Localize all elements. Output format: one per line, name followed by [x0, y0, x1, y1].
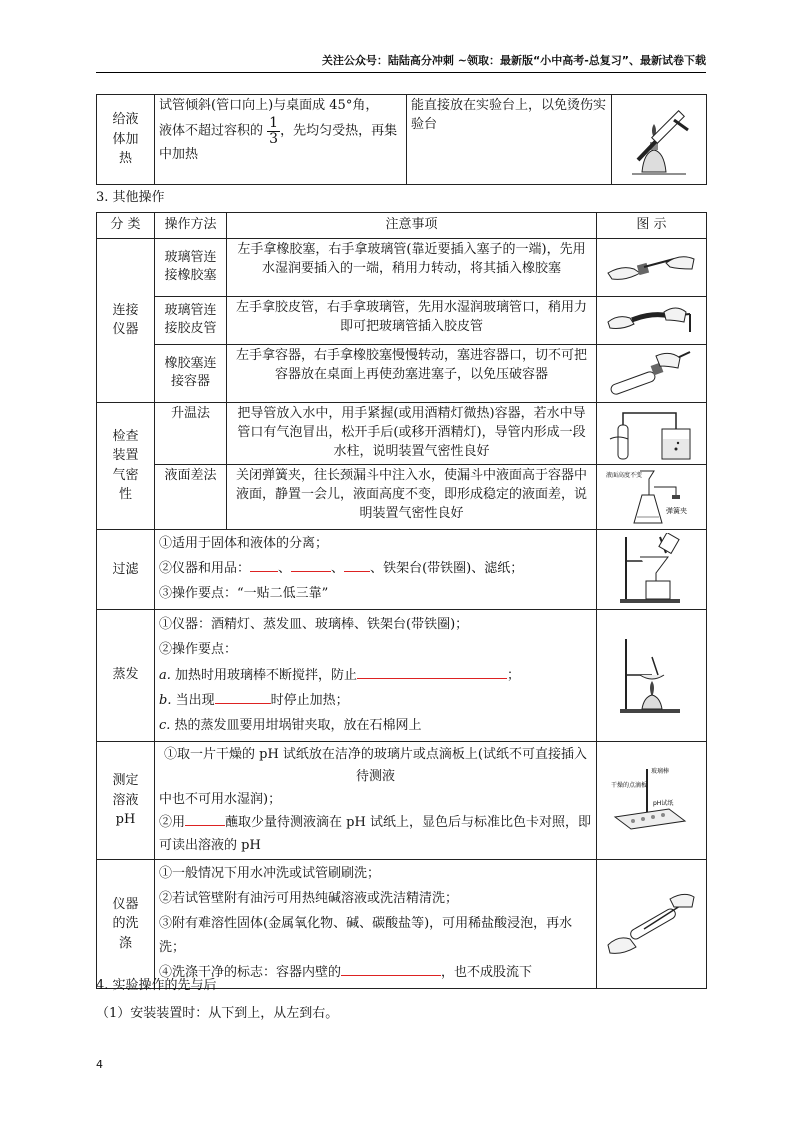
answer-blank-6[interactable] [185, 813, 225, 826]
filter-figure [597, 529, 707, 609]
glass-rod-label: 玻璃棒 [650, 768, 669, 776]
evaporation-apparatus-icon [612, 635, 692, 715]
table-row [97, 464, 707, 529]
answer-blank-3[interactable] [344, 559, 370, 572]
header-category: 分 类 [97, 213, 155, 239]
table-row [97, 296, 707, 344]
item-c-label: c. [159, 718, 171, 734]
wash-line4-post: ，也不成股流下 [441, 965, 533, 981]
operations-table [96, 212, 707, 989]
answer-blank-2[interactable] [291, 559, 331, 572]
airtight-note-1: 把导管放入水中，用手紧握(或用酒精灯微热)容器，若水中导管口有气泡冒出，松开手后(或移开酒精灯)，导管内形成一段水柱，说明装置气密性良好 [227, 402, 597, 464]
punctuation: ； [507, 667, 521, 683]
header-notes: 注意事项 [227, 213, 597, 239]
header-figure: 图 示 [597, 213, 707, 239]
section-3-title: 3. 其他操作 [96, 190, 165, 205]
separator: 、 [331, 561, 345, 576]
filter-content [155, 529, 597, 609]
table-row [97, 860, 707, 988]
spot-plate-label: 干燥的点滴板 [610, 782, 647, 790]
section-4-title: 4. 实验操作的先与后 [96, 978, 217, 993]
ph-line2: 中也不可用水湿润)； [159, 792, 282, 808]
stopper-container-icon [604, 348, 700, 398]
answer-blank-1[interactable] [250, 559, 278, 572]
connect-method-1: 玻璃管连接橡胶塞 [155, 238, 227, 296]
evaporate-content [155, 609, 597, 741]
answer-blank-5[interactable] [215, 691, 271, 704]
item-b-label: b. [159, 692, 172, 708]
wash-category: 仪器的洗涤 [97, 860, 155, 988]
connect-method-2: 玻璃管连接胶皮管 [155, 296, 227, 344]
table-row [97, 402, 707, 464]
airtight-method-2: 液面差法 [155, 464, 227, 529]
connect-method-3: 橡胶塞连接容器 [155, 344, 227, 402]
funnel-label: 液面高度不变 [605, 471, 642, 479]
table-row [97, 741, 707, 860]
answer-blank-4[interactable] [357, 666, 507, 679]
filter-line1: ①适用于固体和液体的分离； [159, 536, 329, 552]
filtration-apparatus-icon [612, 533, 692, 605]
liquid-level-method-icon [604, 467, 700, 527]
wash-line2: ②若试管壁附有油污可用热纯碱溶液或洗洁精清洗； [159, 891, 459, 906]
clip-label: 弹簧夹 [665, 506, 687, 515]
connect-figure-2 [597, 296, 707, 344]
header-method: 操作方法 [155, 213, 227, 239]
connect-category: 连接仪器 [97, 238, 155, 402]
heating-method-line1: 试管倾斜(管口向上)与桌面成 45°角， [159, 98, 379, 113]
punctuation: 时停止加热； [270, 692, 349, 708]
ph-content [155, 741, 597, 860]
answer-blank-7[interactable] [341, 963, 441, 976]
connect-figure-3 [597, 344, 707, 402]
connect-note-1: 左手拿橡胶塞，右手拿玻璃管(靠近要插入塞子的一端)，先用水湿润要插入的一端，稍用力转动，将其插入橡胶塞 [227, 238, 597, 296]
filter-line2-pre: ②仪器和用品： [159, 561, 251, 576]
separator: 、 [370, 561, 384, 576]
filter-line2-post: 铁架台(带铁圈)、滤纸； [383, 561, 524, 576]
airtight-category: 检查装置气密性 [97, 402, 155, 529]
page-header: 关注公众号：陆陆高分冲刺 ~领取：最新版“小中高考-总复习”、最新试卷下载 [96, 50, 706, 73]
ph-paper-label: pH试纸 [652, 800, 673, 808]
table-row [97, 344, 707, 402]
wash-line4-pre: ④洗涤干净的标志：容器内壁的 [159, 965, 342, 981]
ph-figure [597, 741, 707, 860]
item-a-label: a. [159, 667, 171, 683]
heating-category: 给液体加热 [97, 95, 155, 185]
evaporate-figure [597, 609, 707, 741]
connect-note-3: 左手拿容器，右手拿橡胶塞慢慢转动，塞进容器口，切不可把容器放在桌面上再使劲塞进塞子，以免压破容器 [227, 344, 597, 402]
ph-category: 测定溶液pH [97, 741, 155, 860]
wash-line3: ③附有难溶性固体(金属氧化物、碱、碳酸盐等)，可用稀盐酸浸泡，再水洗； [159, 915, 573, 956]
heating-method-line2-pre: 液体不超过容积的 [159, 123, 264, 139]
ph-line3-pre: ②用 [159, 814, 186, 830]
evaporate-line1: ①仪器：酒精灯、蒸发皿、玻璃棒、铁架台(带铁圈)； [159, 616, 469, 632]
ph-line1: ①取一片干燥的 pH 试纸放在洁净的玻璃片或点滴板上(试纸不可直接插入待测液 [164, 746, 587, 785]
airtight-figure-1 [597, 402, 707, 464]
heating-method-icon [604, 405, 700, 461]
table-row [97, 238, 707, 296]
table-row [97, 609, 707, 741]
rubber-tube-icon [604, 302, 700, 338]
table-row [97, 529, 707, 609]
wash-content [155, 860, 597, 988]
tube-brush-icon [604, 889, 700, 959]
ph-line3-post: 蘸取少量待测液滴在 pH 试纸上，显色后与标准比色卡对照，即可读出溶液的 pH [159, 814, 591, 853]
wash-line1: ①一般情况下用水冲洗或试管刷刷洗； [159, 866, 381, 882]
step-1-text: （1）安装装置时：从下到上，从左到右。 [96, 1006, 339, 1021]
evaporate-category: 蒸发 [97, 609, 155, 741]
airtight-method-1: 升温法 [155, 402, 227, 464]
connect-note-2: 左手拿胶皮管，右手拿玻璃管，先用水湿润玻璃管口，稍用力即可把玻璃管插入胶皮管 [227, 296, 597, 344]
connect-figure-1 [597, 238, 707, 296]
heating-table [96, 94, 707, 185]
heating-apparatus-icon [624, 100, 694, 180]
page-number: 4 [96, 1058, 103, 1071]
heating-method-line2-post: ，先均匀受热，再集中加热 [159, 123, 398, 163]
evaporate-b-text: 当出现 [171, 692, 215, 708]
one-third-fraction: $\frac{1}{3}$ [269, 114, 279, 147]
heating-method [155, 95, 407, 185]
heating-figure [612, 95, 707, 185]
filter-category: 过滤 [97, 529, 155, 609]
wash-figure [597, 860, 707, 988]
ph-test-icon [609, 765, 695, 835]
evaporate-a-text: 加热时用玻璃棒不断搅拌，防止 [170, 667, 358, 683]
evaporate-line2: ②操作要点： [159, 642, 238, 658]
heating-note: 能直接放在实验台上，以免烫伤实验台 [407, 95, 612, 185]
evaporate-c-text: 热的蒸发皿要用坩埚钳夹取，放在石棉网上 [170, 718, 422, 734]
stopper-insertion-icon [604, 247, 700, 287]
airtight-note-2: 关闭弹簧夹，往长颈漏斗中注入水，使漏斗中液面高于容器中液面，静置一会儿，液面高度不变，即形成稳定的液面差，说明装置气密性良好 [227, 464, 597, 529]
separator: 、 [278, 561, 292, 576]
airtight-figure-2 [597, 464, 707, 529]
filter-line3: ③操作要点：“一贴二低三靠” [159, 585, 329, 601]
